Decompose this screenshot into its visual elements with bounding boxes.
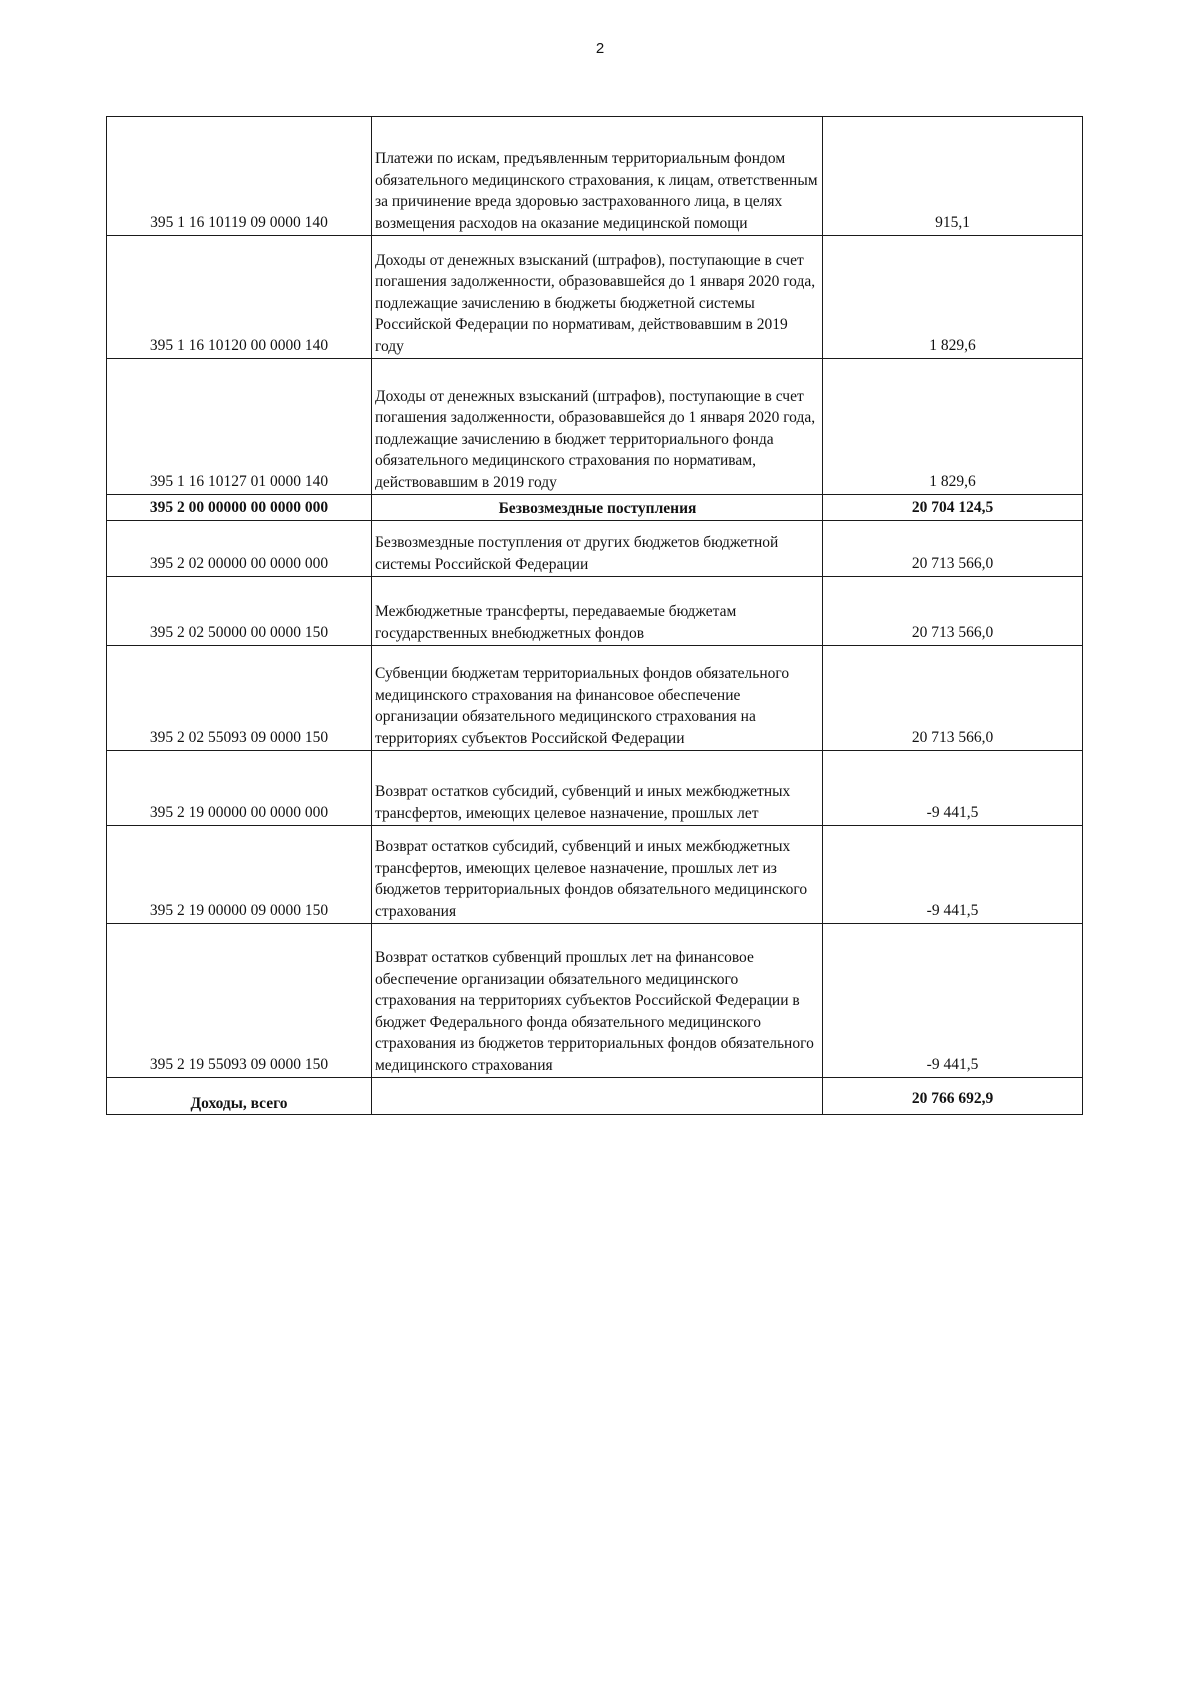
table-row: [107, 521, 1083, 577]
description-cell: Возврат остатков субсидий, субвенций и иных межбюджетных трансфертов, имеющих целевое назначение, прошлых лет из бюджетов территориальных фондов обязательного медицинского страхования: [372, 826, 823, 924]
table-row: [107, 117, 1083, 236]
table-row: [107, 924, 1083, 1078]
description-cell: Доходы от денежных взысканий (штрафов), поступающие в счет погашения задолженности, образовавшейся до 1 января 2020 года, подлежащие зачислению в бюджеты бюджетной системы Российской Федерации по нормативам, действовавшим в 2019 году: [372, 236, 823, 359]
description-cell: Доходы от денежных взысканий (штрафов), поступающие в счет погашения задолженности, образовавшейся до 1 января 2020 года, подлежащие зачислению в бюджет территориального фонда обязательного медицинского страхования по нормативам, действовавшим в 2019 году: [372, 359, 823, 495]
description-cell: Безвозмездные поступления от других бюджетов бюджетной системы Российской Федерации: [372, 521, 823, 577]
amount-cell: -9 441,5: [823, 826, 1083, 924]
budget-code-cell: 395 1 16 10119 09 0000 140: [107, 117, 372, 236]
table-row: [107, 646, 1083, 751]
amount-cell: 1 829,6: [823, 236, 1083, 359]
table-row: [107, 826, 1083, 924]
description-cell: Возврат остатков субвенций прошлых лет на финансовое обеспечение организации обязательного медицинского страхования на территориях субъектов Российской Федерации в бюджет Федерального фонда обязательного медицинского страхования из бюджетов территориальных фондов обязательного медицинского страхования: [372, 924, 823, 1078]
table-row: [107, 577, 1083, 646]
revenue-table: [106, 116, 1083, 1115]
budget-code-cell: 395 2 19 55093 09 0000 150: [107, 924, 372, 1078]
amount-cell: -9 441,5: [823, 751, 1083, 826]
budget-code-cell: 395 2 02 50000 00 0000 150: [107, 577, 372, 646]
description-cell: Возврат остатков субсидий, субвенций и иных межбюджетных трансфертов, имеющих целевое назначение, прошлых лет: [372, 751, 823, 826]
amount-cell: 20 713 566,0: [823, 646, 1083, 751]
total-row: [107, 1078, 1083, 1115]
budget-code-cell: 395 2 00 00000 00 0000 000: [107, 495, 372, 521]
page-number: 2: [595, 40, 605, 57]
amount-cell: 20 713 566,0: [823, 521, 1083, 577]
budget-code-cell: 395 2 19 00000 00 0000 000: [107, 751, 372, 826]
description-cell: Безвозмездные поступления: [372, 495, 823, 521]
budget-code-cell: 395 1 16 10127 01 0000 140: [107, 359, 372, 495]
amount-cell: 1 829,6: [823, 359, 1083, 495]
table-row: [107, 751, 1083, 826]
amount-cell: 20 704 124,5: [823, 495, 1083, 521]
description-cell: Платежи по искам, предъявленным территориальным фондом обязательного медицинского страхования, к лицам, ответственным за причинение вреда здоровью застрахованного лица, в целях возмещения расходов на оказание медицинской помощи: [372, 117, 823, 236]
table-row: [107, 359, 1083, 495]
amount-cell: -9 441,5: [823, 924, 1083, 1078]
total-amount-cell: 20 766 692,9: [823, 1078, 1083, 1115]
budget-code-cell: 395 1 16 10120 00 0000 140: [107, 236, 372, 359]
description-cell: Субвенции бюджетам территориальных фондов обязательного медицинского страхования на финансовое обеспечение организации обязательного медицинского страхования на территориях субъектов Российской Федерации: [372, 646, 823, 751]
budget-code-cell: 395 2 02 55093 09 0000 150: [107, 646, 372, 751]
table-row: [107, 236, 1083, 359]
total-description-cell: [372, 1078, 823, 1115]
total-label-cell: Доходы, всего: [107, 1078, 372, 1115]
amount-cell: 20 713 566,0: [823, 577, 1083, 646]
budget-code-cell: 395 2 19 00000 09 0000 150: [107, 826, 372, 924]
description-cell: Межбюджетные трансферты, передаваемые бюджетам государственных внебюджетных фондов: [372, 577, 823, 646]
budget-code-cell: 395 2 02 00000 00 0000 000: [107, 521, 372, 577]
amount-cell: 915,1: [823, 117, 1083, 236]
table-row: [107, 495, 1083, 521]
